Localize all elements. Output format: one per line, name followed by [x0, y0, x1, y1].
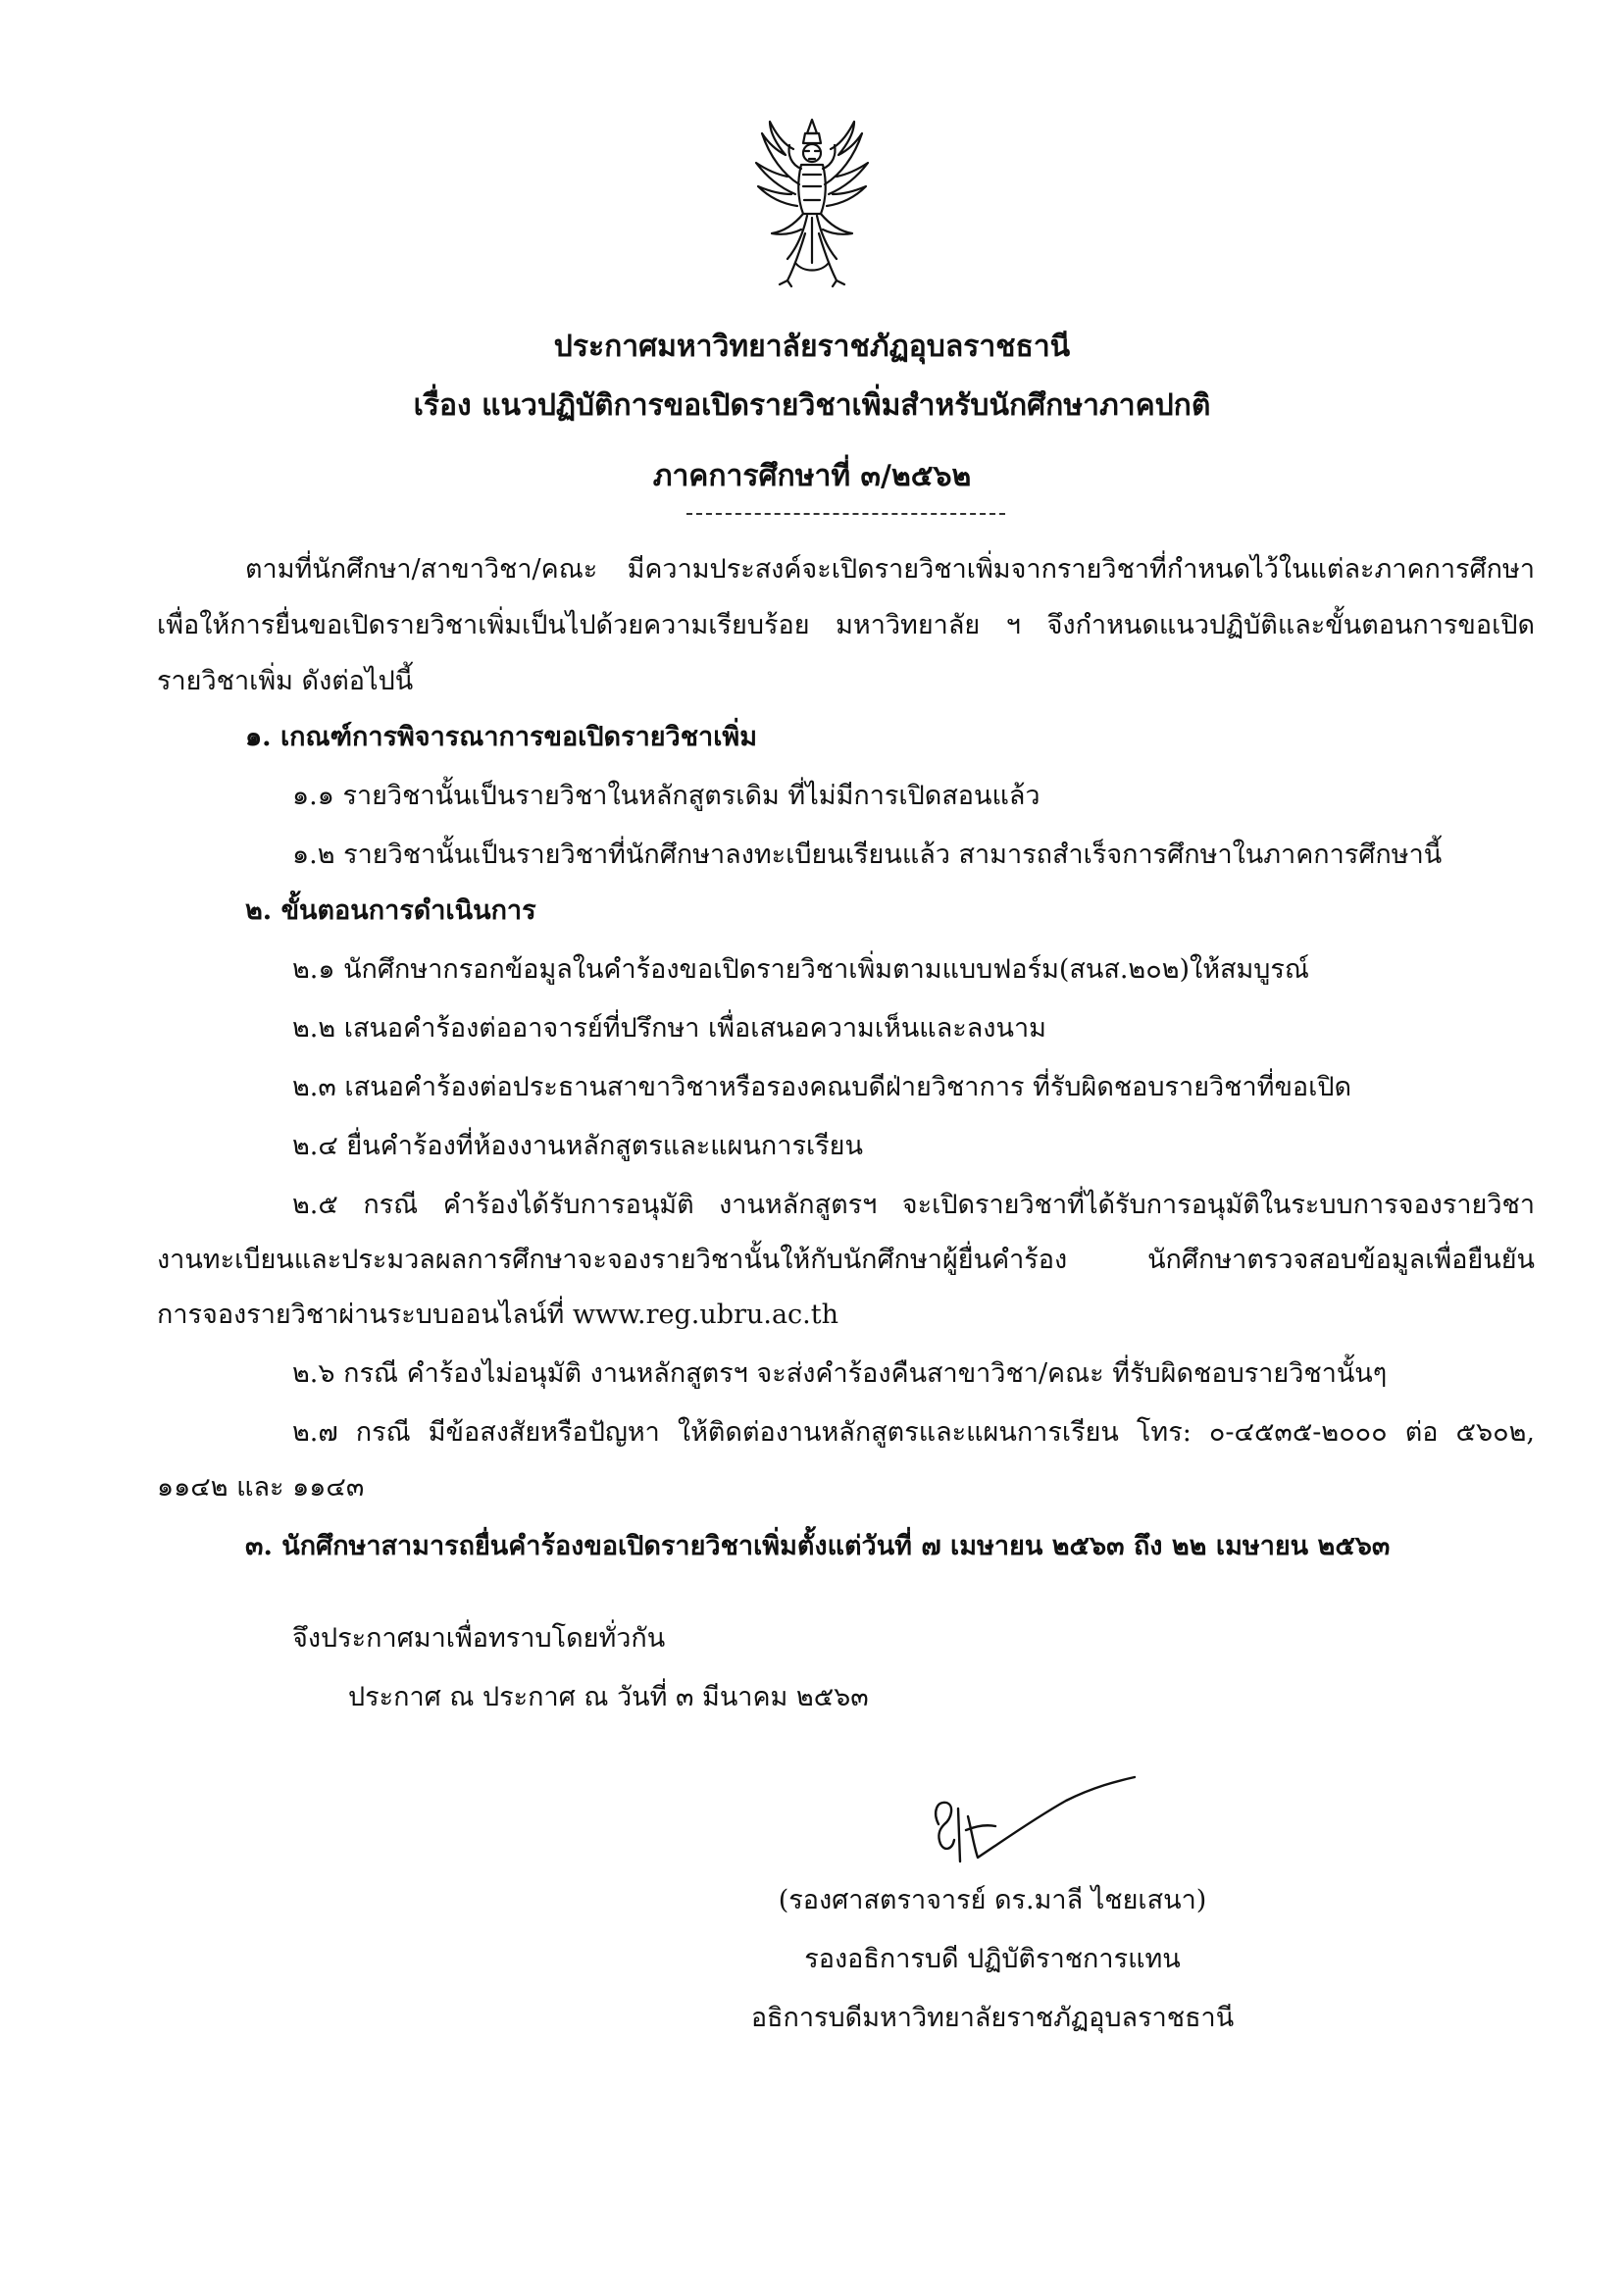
section-1-item-1: ๑.๑ รายวิชานั้นเป็นรายวิชาในหลักสูตรเดิม ที่ไม่มีการเปิดสอนแล้ว — [292, 781, 1040, 811]
section-1-item-2: ๑.๒ รายวิชานั้นเป็นรายวิชาที่นักศึกษาลงทะเบียนเรียนแล้ว สามารถสำเร็จการศึกษาในภาคการศึกษานี้ — [292, 840, 1443, 870]
intro-line-2: เพื่อให้การยื่นขอเปิดรายวิชาเพิ่มเป็นไปด้วยความเรียบร้อย มหาวิทยาลัย ฯ จึงกำหนดแนวปฏิบัติและขั้นตอนการขอเปิด — [157, 610, 1535, 640]
section-3-text: ๓. นักศึกษาสามารถยื่นคำร้องขอเปิดรายวิชาเพิ่มตั้งแต่วันที่ ๗ เมษายน ๒๕๖๓ ถึง ๒๒ เมษายน ๒๕๖๓ — [245, 1531, 1391, 1561]
announcement-term: ภาคการศึกษาที่ ๓/๒๕๖๒ — [652, 459, 972, 493]
signatory-name: (รองศาสตราจารย์ ดร.มาลี ไชยเสนา) — [778, 1885, 1207, 1915]
title-divider — [686, 513, 1005, 515]
section-2-item-3: ๒.๓ เสนอคำร้องต่อประธานสาขาวิชาหรือรองคณบดีฝ่ายวิชาการ ที่รับผิดชอบรายวิชาที่ขอเปิด — [292, 1072, 1352, 1102]
handwritten-signature — [907, 1773, 1162, 1881]
section-2-item-2: ๒.๒ เสนอคำร้องต่ออาจารย์ที่ปรึกษา เพื่อเสนอความเห็นและลงนาม — [292, 1013, 1046, 1044]
section-2-item-6: ๒.๖ กรณี คำร้องไม่อนุมัติ งานหลักสูตรฯ จะส่งคำร้องคืนสาขาวิชา/คณะ ที่รับผิดชอบรายวิชานั้นๆ — [292, 1358, 1388, 1389]
section-2-item-7-line-2: ๑๑๔๒ และ ๑๑๔๓ — [157, 1472, 365, 1503]
closing-date: ประกาศ ณ ประกาศ ณ วันที่ ๓ มีนาคม ๒๕๖๓ — [348, 1682, 869, 1712]
section-2-item-1: ๒.๑ นักศึกษากรอกข้อมูลในคำร้องขอเปิดรายวิชาเพิ่มตามแบบฟอร์ม(สนส.๒๐๒)ให้สมบูรณ์ — [292, 954, 1309, 985]
closing-announce: จึงประกาศมาเพื่อทราบโดยทั่วกัน — [292, 1623, 666, 1654]
section-2-item-5-line-2: งานทะเบียนและประมวลผลการศึกษาจะจองรายวิชานั้นให้กับนักศึกษาผู้ยื่นคำร้อง นักศึกษาตรวจสอบข้อมูลเพื่อยืนยัน — [157, 1245, 1535, 1275]
section-2-item-4: ๒.๔ ยื่นคำร้องที่ห้องงานหลักสูตรและแผนการเรียน — [292, 1131, 863, 1161]
intro-line-1: ตามที่นักศึกษา/สาขาวิชา/คณะ มีความประสงค์จะเปิดรายวิชาเพิ่มจากรายวิชาที่กำหนดไว้ในแต่ละภาคการศึกษา — [245, 554, 1535, 585]
signatory-position-2: อธิการบดีมหาวิทยาลัยราชภัฏอุบลราชธานี — [750, 2003, 1235, 2033]
intro-line-3: รายวิชาเพิ่ม ดังต่อไปนี้ — [157, 666, 414, 696]
section-2-item-7-line-1: ๒.๗ กรณี มีข้อสงสัยหรือปัญหา ให้ติดต่องานหลักสูตรและแผนการเรียน โทร: ๐-๔๕๓๕-๒๐๐๐ ต่อ ๕๖๐๒, — [292, 1417, 1535, 1448]
section-1-heading: ๑. เกณฑ์การพิจารณาการขอเปิดรายวิชาเพิ่ม — [245, 722, 758, 752]
signatory-position-1: รองอธิการบดี ปฏิบัติราชการแทน — [804, 1944, 1181, 1974]
section-2-item-5-line-1: ๒.๕ กรณี คำร้องได้รับการอนุมัติ งานหลักสูตรฯ จะเปิดรายวิชาที่ได้รับการอนุมัติในระบบการจองรายวิชา — [292, 1190, 1535, 1220]
announcement-subject: เรื่อง แนวปฏิบัติการขอเปิดรายวิชาเพิ่มสำหรับนักศึกษาภาคปกติ — [413, 388, 1211, 423]
garuda-emblem-icon — [748, 116, 876, 290]
section-2-heading: ๒. ขั้นตอนการดำเนินการ — [245, 895, 536, 926]
section-2-item-5-line-3: การจองรายวิชาผ่านระบบออนไลน์ที่ www.reg.ubru.ac.th — [157, 1300, 838, 1330]
announcement-title: ประกาศมหาวิทยาลัยราชภัฏอุบลราชธานี — [553, 330, 1071, 364]
